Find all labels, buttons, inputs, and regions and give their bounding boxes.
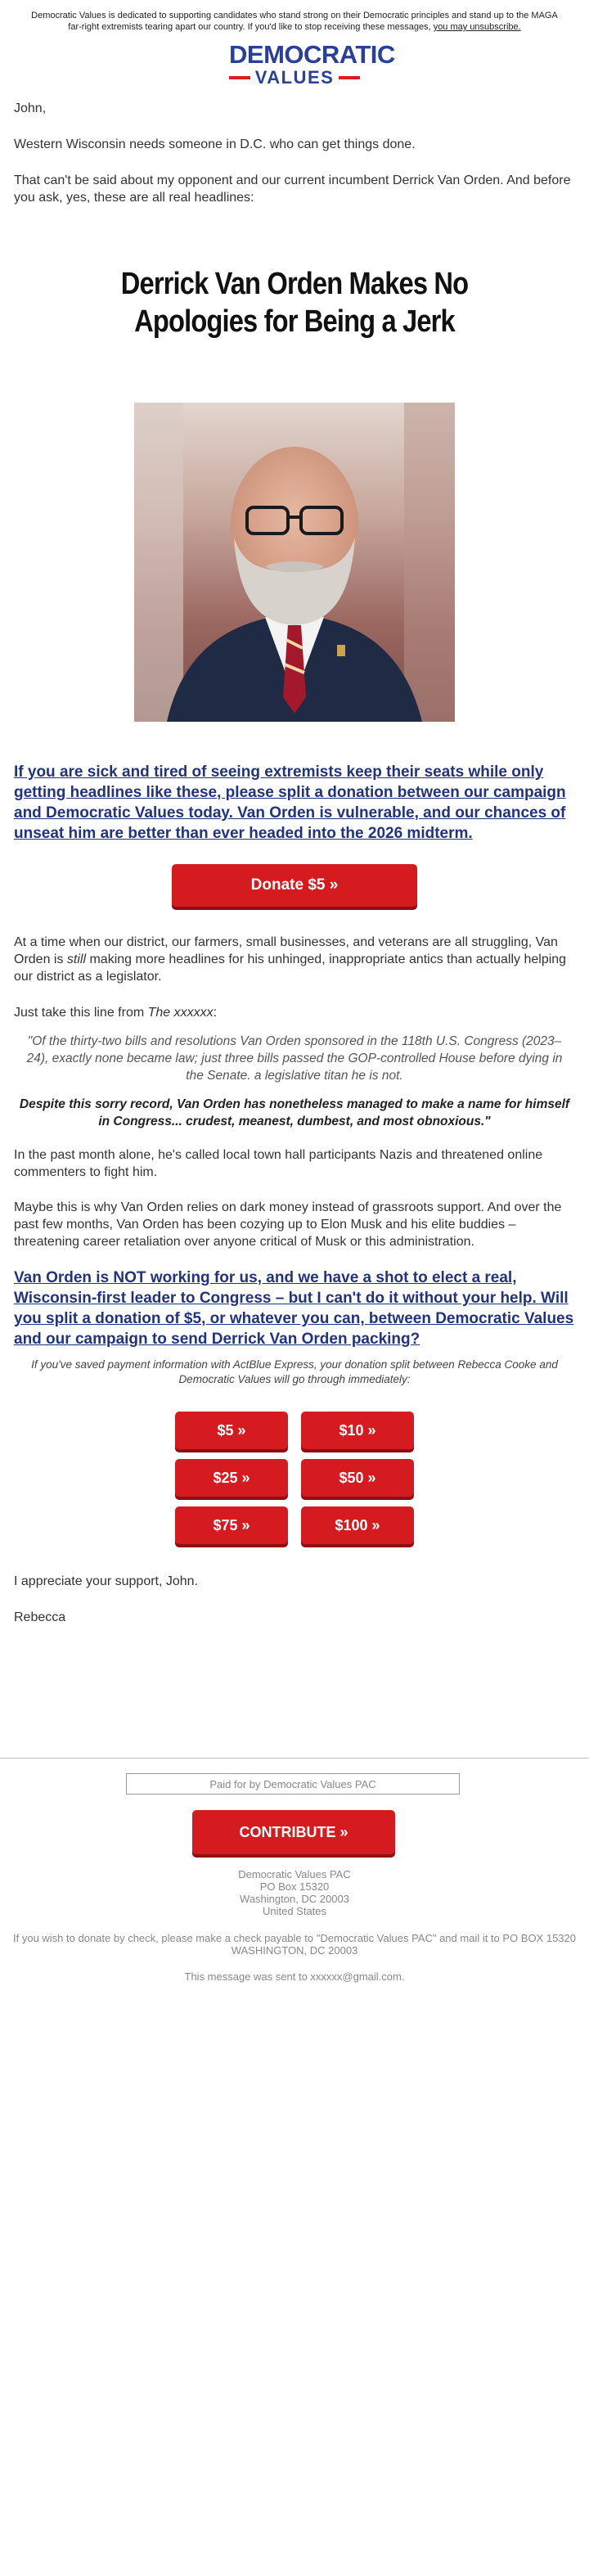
donation-amount-grid	[175, 1412, 414, 1544]
paragraph-5: In the past month alone, he's called local town hall participants Nazis and threatened online commenters to fight him.	[14, 1148, 543, 1179]
donate-amount-75-button[interactable]: $75 »	[175, 1506, 288, 1544]
footer-divider	[0, 1758, 589, 1759]
greeting: John,	[14, 101, 47, 115]
source-name: The xxxxxx	[147, 1006, 214, 1020]
headline-text: Derrick Van Orden Makes No Apologies for Being a Jerk	[120, 267, 469, 339]
donate-amount-100-button[interactable]: $100 »	[301, 1506, 414, 1544]
paragraph-3: At a time when our district, our farmers, small businesses, and veterans are all struggling, Van Orden is still making more headlines for his unhinged, inappropriate antics than actually helping our district as a legislator.	[14, 935, 567, 984]
logo-rule-right	[339, 76, 360, 79]
paragraph-4: Just take this line from The xxxxxx:	[14, 1006, 218, 1020]
donate-ask-link-1[interactable]: If you are sick and tired of seeing extremists keep their seats while only getting headlines like these, please split a donation between our campaign and Democratic Values today. Van Orden is vulnerable, and our chances of unseat him are better than ever headed into the 2026 midterm.	[14, 763, 566, 842]
paragraph-1: Western Wisconsin needs someone in D.C. who can get things done.	[14, 137, 416, 151]
sent-to-note: This message was sent to xxxxxx@gmail.com.	[184, 1970, 405, 1983]
candidate-photo	[134, 403, 455, 722]
logo-line2: VALUES	[254, 67, 335, 88]
address-line-3: Washington, DC 20003	[240, 1893, 349, 1905]
footer-address	[0, 1868, 589, 1917]
donate-ask-link-2[interactable]: Van Orden is NOT working for us, and we have a shot to elect a real, Wisconsin-first leader to Congress – but I can't do it without your help. Will you split a donation of $5, or whatever you can, between Democratic Values and our campaign to send Derrick Van Orden packing?	[14, 1269, 574, 1348]
donate-amount-25-button[interactable]: $25 »	[175, 1459, 288, 1497]
preheader-text: Democratic Values is dedicated to supporting candidates who stand strong on their Democratic principles and stand up to the MAGA far-right extremists tearing apart our country. If you'd like to stop receiving these messages,	[31, 11, 558, 32]
actblue-express-note: If you've saved payment information with ActBlue Express, your donation split between Rebecca Cooke and Democratic Values will go through immediately:	[31, 1358, 558, 1385]
donate-5-button[interactable]: Donate $5 »	[172, 864, 417, 907]
address-line-4: United States	[262, 1905, 327, 1917]
headline-image	[14, 265, 575, 340]
donate-amount-5-button[interactable]: $5 »	[175, 1412, 288, 1449]
emphasis-still: still	[66, 952, 87, 966]
contribute-button[interactable]: CONTRIBUTE »	[192, 1810, 395, 1854]
quote-1: "Of the thirty-two bills and resolutions Van Orden sponsored in the 118th U.S. Congress (2023–24), exactly none became law; just three bills passed the GOP-controlled House before dying in the Senate. a legislative titan he is not.	[26, 1034, 563, 1083]
address-line-2: PO Box 15320	[259, 1880, 330, 1893]
unsubscribe-link[interactable]: you may unsubscribe.	[433, 22, 521, 32]
logo-line1: DEMOCRATIC	[229, 40, 395, 69]
closing-line: I appreciate your support, John.	[14, 1574, 199, 1588]
donate-amount-50-button[interactable]: $50 »	[301, 1459, 414, 1497]
signature: Rebecca	[14, 1610, 66, 1624]
paragraph-2: That can't be said about my opponent and our current incumbent Derrick Van Orden. And before you ask, yes, these are all real headlines:	[14, 173, 571, 205]
logo-rule-left	[229, 76, 250, 79]
preheader	[25, 0, 564, 33]
paragraph-6: Maybe this is why Van Orden relies on dark money instead of grassroots support. And over the past few months, Van Orden has been cozying up to Elon Musk and his elite buddies – threatening career retaliation over anyone critical of Musk or this administration.	[14, 1200, 562, 1249]
paid-for-box: Paid for by Democratic Values PAC	[126, 1773, 460, 1795]
email-body	[14, 100, 575, 1626]
address-line-1: Democratic Values PAC	[238, 1868, 351, 1880]
donate-amount-10-button[interactable]: $10 »	[301, 1412, 414, 1449]
check-donation-note: If you wish to donate by check, please make a check payable to "Democratic Values PAC" and mail it to PO BOX 15320 WASHINGTON, DC 20003	[13, 1932, 576, 1957]
democratic-values-logo	[229, 40, 395, 88]
quote-2: Despite this sorry record, Van Orden has nonetheless managed to make a name for himself in Congress... crudest, meanest, dumbest, and most obnoxious."	[19, 1097, 570, 1128]
